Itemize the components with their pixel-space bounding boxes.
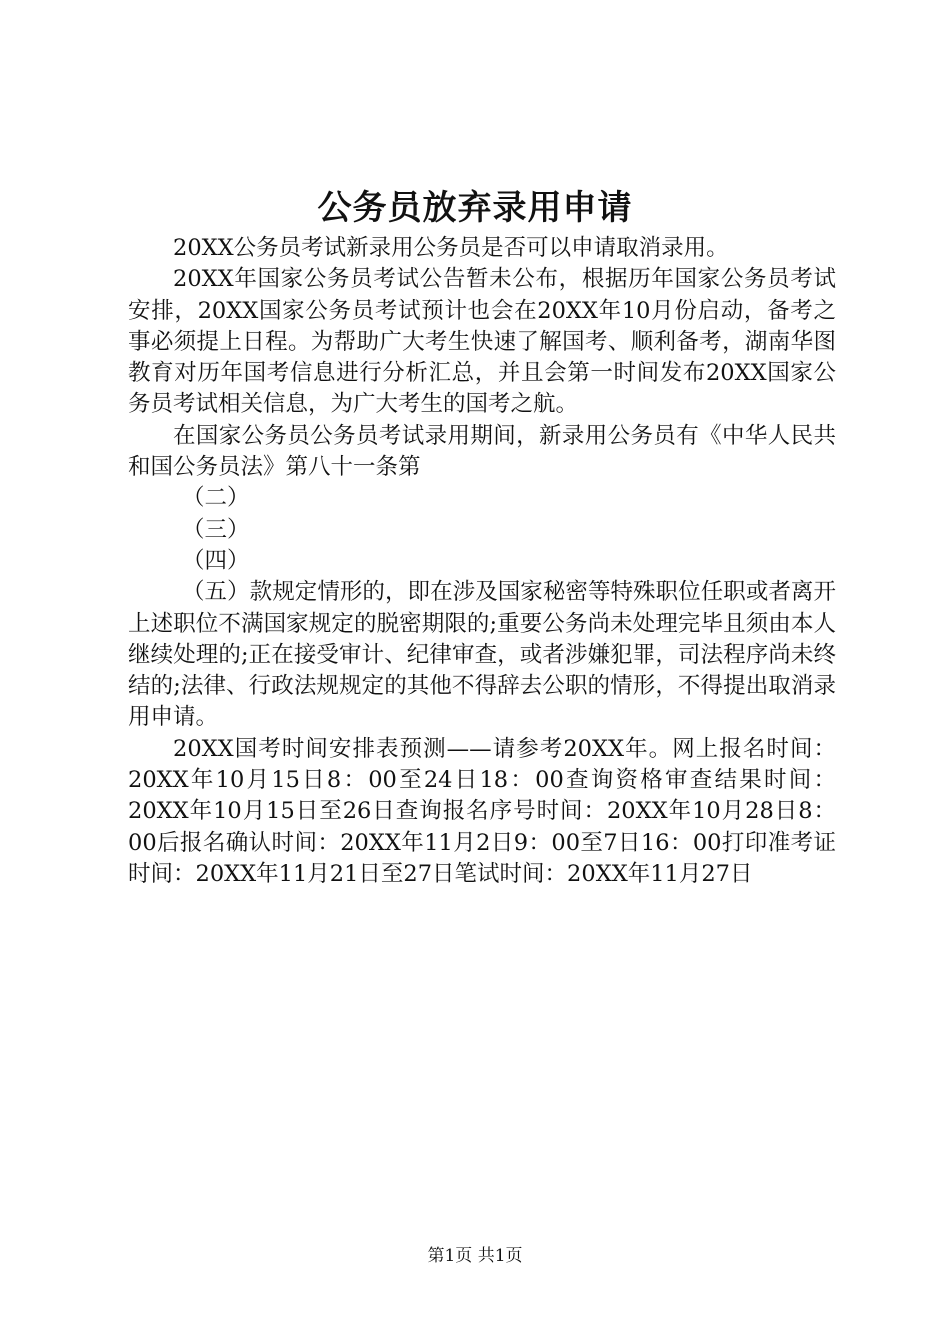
paragraph-item-3: （三）	[182, 516, 250, 543]
document-title: 公务员放弃录用申请	[317, 188, 633, 228]
paragraph-item-4: （四）	[182, 547, 250, 574]
paragraph-intro: 20XX公务员考试新录用公务员是否可以申请取消录用。	[173, 235, 729, 261]
paragraph-item-5: （五）款规定情形的，即在涉及国家秘密等特殊职位任职或者离开上述职位不满国家规定的脱密期限的;重要公务尚未处理完毕且须由本人继续处理的;正在接受审计、纪律审查，或者涉嫌犯罪，司法程序尚未终结的;法律、行政法规规定的其他不得辞去公职的情形，不得提出取消录用申请。	[128, 579, 836, 731]
paragraph-item-2: （二）	[182, 485, 250, 512]
paragraph-recruitment-period: 在国家公务员公务员考试录用期间，新录用公务员有《中华人民共和国公务员法》第八十一条第	[128, 422, 836, 481]
page-footer: 第1页 共1页	[427, 1246, 523, 1266]
paragraph-schedule: 20XX国考时间安排表预测——请参考20XX年。网上报名时间：20XX年10月15日8：00至24日18：00查询资格审查结果时间：20XX年10月15日至26日查询报名序号时间：20XX年10月28日8：00后报名确认时间：20XX年11月2日9：00至7日16：00打印准考证时间：20XX年11月21日至27日笔试时间：20XX年11月27日	[128, 735, 836, 887]
document-body	[128, 233, 836, 890]
paragraph-exam-announcement: 20XX年国家公务员考试公告暂未公布，根据历年国家公务员考试安排，20XX国家公务员考试预计也会在20XX年10月份启动，备考之事必须提上日程。为帮助广大考生快速了解国考、顺利备考，湖南华图教育对历年国考信息进行分析汇总，并且会第一时间发布20XX国家公务员考试相关信息，为广大考生的国考之航。	[128, 266, 836, 418]
